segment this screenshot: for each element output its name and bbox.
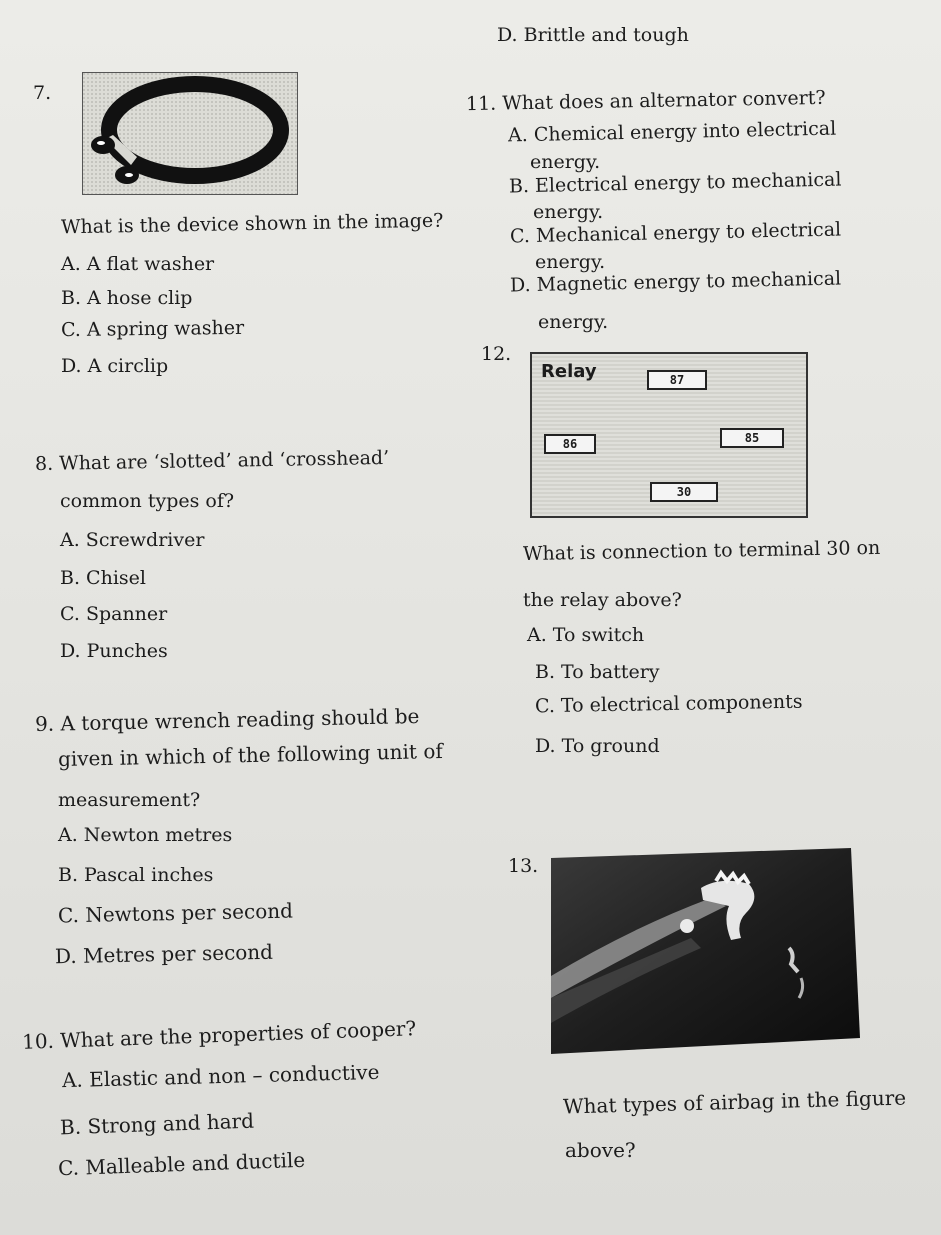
q10-option-b: B. Strong and hard [59, 1108, 255, 1140]
q7-question: What is the device shown in the image? [60, 209, 444, 239]
q11-option-c-line1: C. Mechanical energy to electrical [509, 218, 842, 248]
q13-question-line1: What types of airbag in the figure [562, 1085, 907, 1119]
q12-option-a: A. To switch [527, 624, 645, 646]
q9-question-line1: 9. A torque wrench reading should be [34, 703, 420, 737]
q8-question-line2: common types of? [60, 490, 235, 512]
q12-option-d: D. To ground [535, 735, 660, 757]
q7-option-d: D. A circlip [61, 355, 169, 377]
q7-circlip-image [82, 72, 298, 195]
q12-question-line2: the relay above? [523, 589, 682, 611]
q7-option-c: C. A spring washer [60, 316, 245, 342]
q11-option-a-line2: energy. [530, 151, 601, 173]
q8-option-a: A. Screwdriver [60, 529, 205, 551]
q11-option-c-line2: energy. [535, 251, 606, 273]
q11-option-d-line2: energy. [538, 311, 609, 333]
q8-question-line1: 8. What are ‘slotted’ and ‘crosshead’ [34, 446, 390, 476]
q8-option-c: C. Spanner [60, 603, 168, 625]
relay-terminal-30: 30 [650, 482, 718, 502]
relay-terminal-86: 86 [544, 434, 596, 454]
q9-option-b: B. Pascal inches [58, 864, 214, 886]
relay-terminal-87: 87 [647, 370, 707, 390]
q13-airbag-image [551, 848, 860, 1054]
q7-option-b: B. A hose clip [61, 287, 193, 309]
q6-option-d: D. Brittle and tough [497, 24, 689, 46]
q9-option-a: A. Newton metres [58, 824, 233, 846]
q10-option-a: A. Elastic and non – conductive [61, 1059, 380, 1093]
q9-question-line2: given in which of the following unit of [57, 738, 444, 772]
q12-question-line1: What is connection to terminal 30 on [522, 536, 881, 566]
q8-option-b: B. Chisel [60, 567, 146, 589]
q7-number: 7. [33, 82, 52, 104]
q7-option-a: A. A flat washer [61, 253, 215, 275]
q10-question: 10. What are the properties of cooper? [21, 1016, 417, 1054]
q8-option-d: D. Punches [60, 640, 168, 662]
q12-number: 12. [481, 343, 512, 365]
q11-option-b-line1: B. Electrical energy to mechanical [508, 168, 842, 198]
q12-option-c: C. To electrical components [534, 690, 803, 718]
relay-title: Relay [541, 361, 597, 382]
relay-terminal-85: 85 [720, 428, 784, 448]
q11-question: 11. What does an alternator convert? [465, 86, 826, 116]
q11-option-b-line2: energy. [533, 201, 604, 223]
q9-question-line3: measurement? [58, 789, 201, 811]
q11-option-d-line1: D. Magnetic energy to mechanical [509, 267, 842, 297]
q9-option-d: D. Metres per second [54, 939, 274, 969]
q12-option-b: B. To battery [535, 661, 660, 683]
q11-option-a-line1: A. Chemical energy into electrical [507, 117, 837, 147]
q13-question-line2: above? [565, 1138, 636, 1162]
q13-number: 13. [508, 855, 539, 877]
q9-option-c: C. Newtons per second [57, 898, 294, 928]
q10-option-c: C. Malleable and ductile [57, 1147, 306, 1181]
q12-relay-diagram [530, 352, 808, 518]
